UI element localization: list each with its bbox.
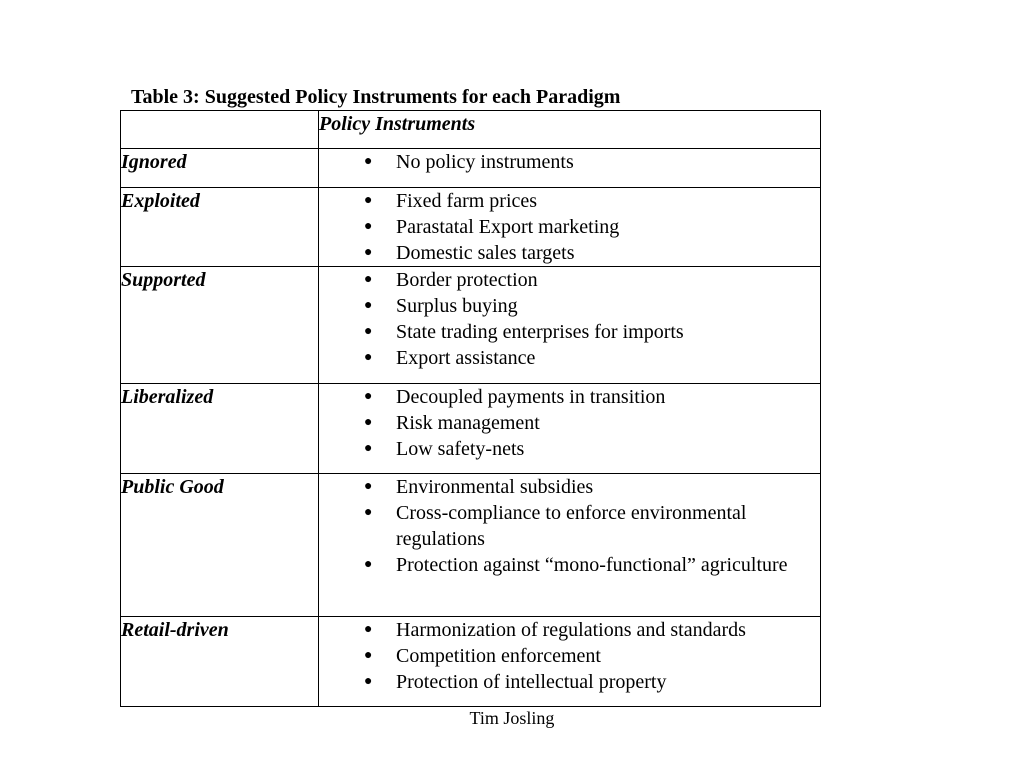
table-row bbox=[121, 188, 821, 267]
header-cell-policy-instruments: Policy Instruments bbox=[319, 111, 821, 149]
paradigm-label: Exploited bbox=[121, 188, 319, 267]
table-row bbox=[121, 149, 821, 188]
list-item bbox=[319, 267, 820, 293]
instrument-text: Harmonization of regulations and standards bbox=[396, 619, 746, 641]
instrument-text: Cross-compliance to enforce environmental regulations bbox=[396, 502, 747, 550]
instruments-list bbox=[319, 617, 820, 695]
instrument-text: Risk management bbox=[396, 412, 540, 434]
list-item bbox=[319, 319, 820, 345]
instruments-cell bbox=[319, 384, 821, 474]
list-item bbox=[319, 474, 820, 500]
table-title: Table 3: Suggested Policy Instruments for each Paradigm bbox=[131, 86, 621, 108]
instrument-text: Border protection bbox=[396, 269, 538, 291]
list-item bbox=[319, 214, 820, 240]
instrument-text: Environmental subsidies bbox=[396, 476, 594, 498]
list-item bbox=[319, 552, 820, 578]
paradigm-label: Public Good bbox=[121, 474, 319, 617]
bullet-icon: ● bbox=[364, 415, 373, 430]
bullet-icon: ● bbox=[364, 245, 373, 260]
instrument-text: Parastatal Export marketing bbox=[396, 216, 620, 238]
bullet-icon: ● bbox=[364, 298, 373, 313]
instrument-text: Surplus buying bbox=[396, 295, 518, 317]
instrument-text: No policy instruments bbox=[396, 151, 574, 173]
instrument-text: Protection against “mono-functional” agriculture bbox=[396, 554, 788, 576]
instrument-text: Export assistance bbox=[396, 347, 536, 369]
paradigm-label: Supported bbox=[121, 267, 319, 384]
instruments-list bbox=[319, 384, 820, 462]
list-item bbox=[319, 384, 820, 410]
list-item bbox=[319, 240, 820, 266]
bullet-icon: ● bbox=[364, 219, 373, 234]
list-item bbox=[319, 345, 820, 371]
bullet-icon: ● bbox=[364, 193, 373, 208]
list-item bbox=[319, 410, 820, 436]
bullet-icon: ● bbox=[364, 154, 373, 169]
instruments-list bbox=[319, 188, 820, 266]
table-row bbox=[121, 384, 821, 474]
bullet-icon: ● bbox=[364, 622, 373, 637]
instruments-list bbox=[319, 149, 820, 175]
table-row bbox=[121, 267, 821, 384]
bullet-icon: ● bbox=[364, 350, 373, 365]
instruments-cell bbox=[319, 474, 821, 617]
instruments-list bbox=[319, 267, 820, 371]
instrument-text: Decoupled payments in transition bbox=[396, 386, 666, 408]
table-row bbox=[121, 474, 821, 617]
list-item bbox=[319, 188, 820, 214]
footer-author: Tim Josling bbox=[469, 708, 555, 728]
instruments-cell bbox=[319, 267, 821, 384]
list-item bbox=[319, 149, 820, 175]
paradigm-label: Retail-driven bbox=[121, 617, 319, 707]
instruments-cell bbox=[319, 149, 821, 188]
instruments-cell bbox=[319, 188, 821, 267]
instrument-text: State trading enterprises for imports bbox=[396, 321, 684, 343]
list-item bbox=[319, 500, 820, 552]
bullet-icon: ● bbox=[364, 441, 373, 456]
list-item bbox=[319, 643, 820, 669]
table-row bbox=[121, 617, 821, 707]
bullet-icon: ● bbox=[364, 505, 373, 520]
instrument-text: Fixed farm prices bbox=[396, 190, 538, 212]
bullet-icon: ● bbox=[364, 272, 373, 287]
instrument-text: Domestic sales targets bbox=[396, 242, 575, 264]
bullet-icon: ● bbox=[364, 648, 373, 663]
bullet-icon: ● bbox=[364, 557, 373, 572]
paradigm-label: Ignored bbox=[121, 149, 319, 188]
instrument-text: Competition enforcement bbox=[396, 645, 601, 667]
instruments-cell bbox=[319, 617, 821, 707]
list-item bbox=[319, 617, 820, 643]
list-item bbox=[319, 293, 820, 319]
instrument-text: Low safety-nets bbox=[396, 438, 525, 460]
policy-instruments-table bbox=[120, 110, 821, 707]
instruments-list bbox=[319, 474, 820, 578]
bullet-icon: ● bbox=[364, 674, 373, 689]
table-header-row bbox=[121, 111, 821, 149]
header-cell-empty bbox=[121, 111, 319, 149]
list-item bbox=[319, 436, 820, 462]
bullet-icon: ● bbox=[364, 479, 373, 494]
paradigm-label: Liberalized bbox=[121, 384, 319, 474]
bullet-icon: ● bbox=[364, 324, 373, 339]
list-item bbox=[319, 669, 820, 695]
instrument-text: Protection of intellectual property bbox=[396, 671, 667, 693]
bullet-icon: ● bbox=[364, 389, 373, 404]
